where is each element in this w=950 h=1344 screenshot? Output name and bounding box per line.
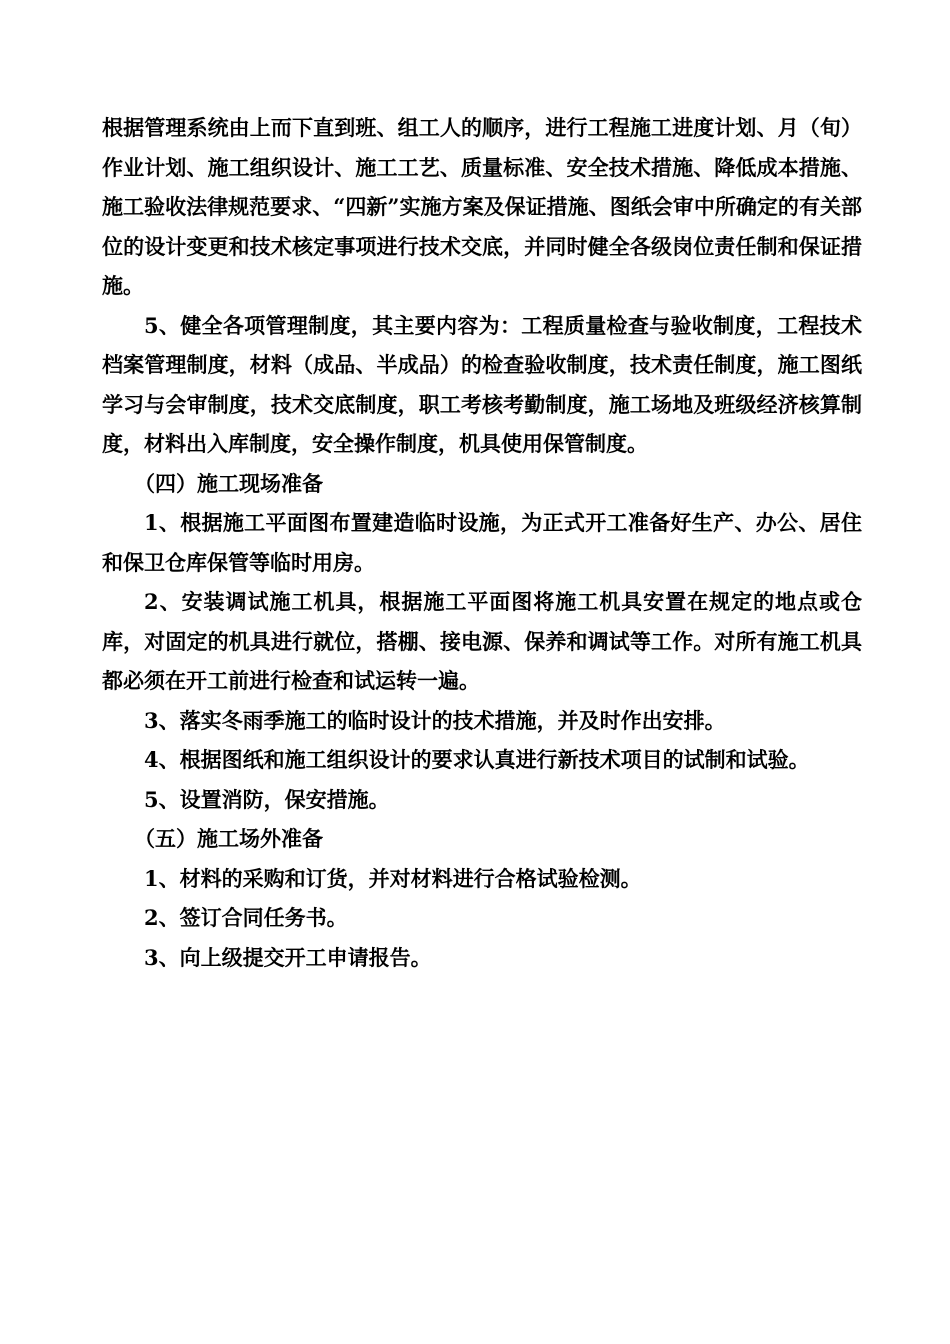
document-body [102, 108, 862, 977]
paragraph-item-1-temporary-facilities: 1、根据施工平面图布置建造临时设施，为正式开工准备好生产、办公、居住和保卫仓库保管等临时用房。 [102, 510, 862, 575]
paragraph-item-5-fire-security: 5、设置消防，保安措施。 [144, 786, 390, 812]
paragraph-item-2-machinery-setup: 2、安装调试施工机具，根据施工平面图将施工机具安置在规定的地点或仓库，对固定的机具进行就位，搭棚、接电源、保养和调试等工作。对所有施工机具都必须在开工前进行检查和试运转一遍。 [102, 589, 862, 693]
paragraph-item-3-commencement-application: 3、向上级提交开工申请报告。 [144, 944, 432, 970]
paragraph-item-5-management-systems: 5、健全各项管理制度，其主要内容为：工程质量检查与验收制度，工程技术档案管理制度，材料（成品、半成品）的检查验收制度，技术责任制度，施工图纸学习与会审制度，技术交底制度，职工考核考勤制度，施工场地及班级经济核算制度，材料出入库制度，安全操作制度，机具使用保管制度。 [102, 312, 862, 456]
paragraph-continuation: 根据管理系统由上而下直到班、组工人的顺序，进行工程施工进度计划、月（旬）作业计划、施工组织设计、施工工艺、质量标准、安全技术措施、降低成本措施、施工验收法律规范要求、“四新”实施方案及保证措施、图纸会审中所确定的有关部位的设计变更和技术核定事项进行技术交底，并同时健全各级岗位责任制和保证措施。 [102, 115, 862, 298]
section-heading-offsite-preparation: （五）施工场外准备 [134, 826, 323, 851]
paragraph-item-3-seasonal-measures: 3、落实冬雨季施工的临时设计的技术措施，并及时作出安排。 [144, 707, 726, 733]
paragraph-item-2-contracts: 2、签订合同任务书。 [144, 905, 348, 930]
paragraph-item-4-new-technology-trials: 4、根据图纸和施工组织设计的要求认真进行新技术项目的试制和试验。 [144, 747, 810, 772]
section-heading-site-preparation: （四）施工现场准备 [134, 470, 323, 496]
paragraph-item-1-materials-procurement: 1、材料的采购和订货，并对材料进行合格试验检测。 [144, 865, 642, 891]
